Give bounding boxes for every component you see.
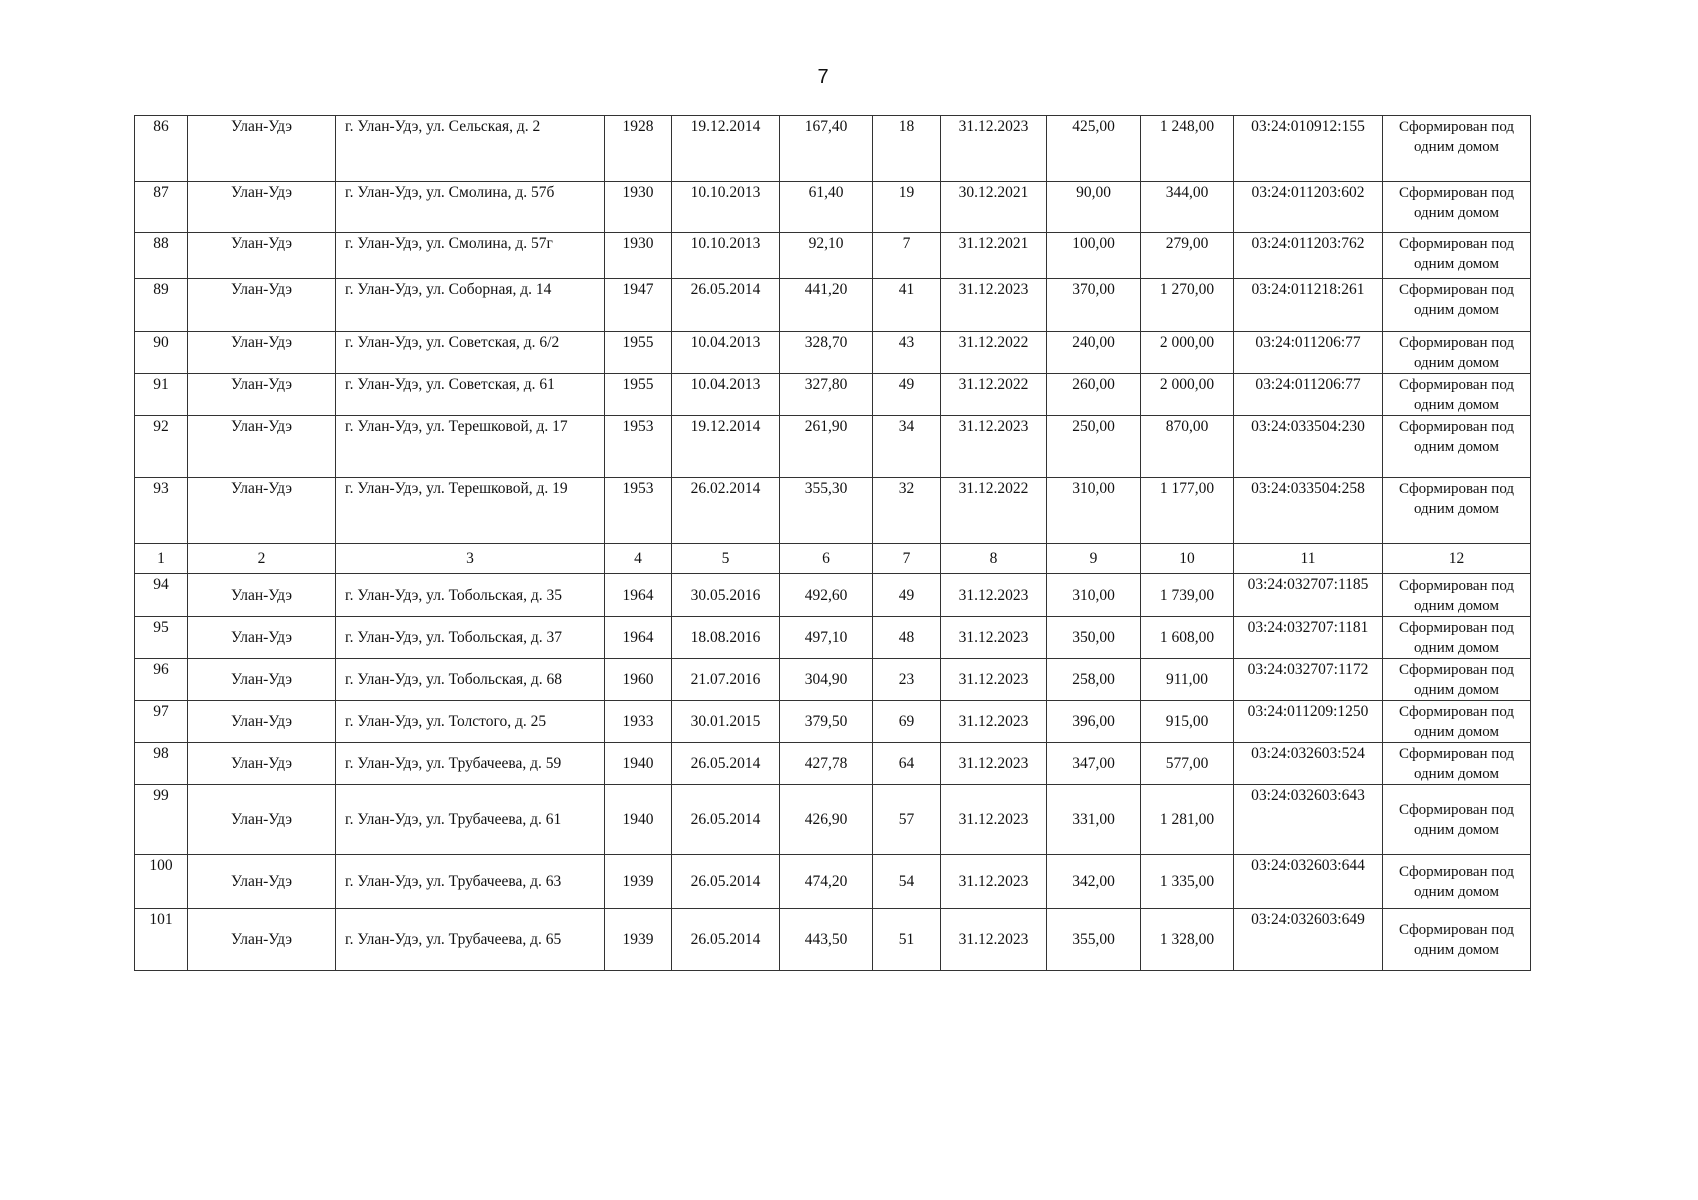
area-cell: 427,78: [780, 743, 873, 785]
status-cell: Сформирован под одним домом: [1383, 574, 1531, 617]
value-9-cell: 310,00: [1047, 574, 1141, 617]
column-number-cell: 6: [780, 544, 873, 574]
area-cell: 61,40: [780, 182, 873, 233]
year-cell: 1960: [605, 659, 672, 701]
row-number-cell: 89: [135, 279, 188, 332]
residents-cell: 32: [873, 478, 941, 544]
year-cell: 1953: [605, 416, 672, 478]
row-number-cell: 87: [135, 182, 188, 233]
column-number-cell: 11: [1234, 544, 1383, 574]
column-number-cell: 3: [336, 544, 605, 574]
residents-cell: 57: [873, 785, 941, 855]
date-cell: 30.01.2015: [672, 701, 780, 743]
row-number-cell: 90: [135, 332, 188, 374]
deadline-date-cell: 31.12.2023: [941, 855, 1047, 909]
address-cell: г. Улан-Удэ, ул. Тобольская, д. 68: [336, 659, 605, 701]
column-number-cell: 2: [188, 544, 336, 574]
table-row: [135, 701, 1531, 743]
column-number-cell: 12: [1383, 544, 1531, 574]
value-10-cell: 911,00: [1141, 659, 1234, 701]
table-row: [135, 233, 1531, 279]
value-10-cell: 344,00: [1141, 182, 1234, 233]
value-10-cell: 1 270,00: [1141, 279, 1234, 332]
date-cell: 26.05.2014: [672, 909, 780, 971]
residents-cell: 34: [873, 416, 941, 478]
residents-cell: 49: [873, 374, 941, 416]
table-row: [135, 182, 1531, 233]
value-10-cell: 1 328,00: [1141, 909, 1234, 971]
residents-cell: 69: [873, 701, 941, 743]
year-cell: 1928: [605, 116, 672, 182]
date-cell: 26.05.2014: [672, 855, 780, 909]
deadline-date-cell: 31.12.2023: [941, 743, 1047, 785]
residents-cell: 54: [873, 855, 941, 909]
housing-table: [134, 115, 1531, 971]
date-cell: 26.05.2014: [672, 743, 780, 785]
value-9-cell: 240,00: [1047, 332, 1141, 374]
cadastral-number-cell: 03:24:011206:77: [1234, 332, 1383, 374]
deadline-date-cell: 31.12.2023: [941, 416, 1047, 478]
cadastral-number-cell: 03:24:011209:1250: [1234, 701, 1383, 743]
status-cell: Сформирован под одним домом: [1383, 233, 1531, 279]
deadline-date-cell: 31.12.2022: [941, 332, 1047, 374]
date-cell: 19.12.2014: [672, 116, 780, 182]
row-number-cell: 98: [135, 743, 188, 785]
deadline-date-cell: 31.12.2021: [941, 233, 1047, 279]
status-cell: Сформирован под одним домом: [1383, 374, 1531, 416]
city-cell: Улан-Удэ: [188, 855, 336, 909]
city-cell: Улан-Удэ: [188, 909, 336, 971]
address-cell: г. Улан-Удэ, ул. Терешковой, д. 19: [336, 478, 605, 544]
value-9-cell: 342,00: [1047, 855, 1141, 909]
value-10-cell: 870,00: [1141, 416, 1234, 478]
city-cell: Улан-Удэ: [188, 617, 336, 659]
row-number-cell: 86: [135, 116, 188, 182]
table-row: [135, 574, 1531, 617]
table-row: [135, 279, 1531, 332]
value-9-cell: 331,00: [1047, 785, 1141, 855]
status-cell: Сформирован под одним домом: [1383, 855, 1531, 909]
value-10-cell: 2 000,00: [1141, 374, 1234, 416]
deadline-date-cell: 30.12.2021: [941, 182, 1047, 233]
address-cell: г. Улан-Удэ, ул. Тобольская, д. 35: [336, 574, 605, 617]
year-cell: 1930: [605, 182, 672, 233]
value-10-cell: 1 281,00: [1141, 785, 1234, 855]
value-9-cell: 100,00: [1047, 233, 1141, 279]
deadline-date-cell: 31.12.2023: [941, 659, 1047, 701]
row-number-cell: 96: [135, 659, 188, 701]
date-cell: 30.05.2016: [672, 574, 780, 617]
value-9-cell: 310,00: [1047, 478, 1141, 544]
column-number-cell: 10: [1141, 544, 1234, 574]
cadastral-number-cell: 03:24:011206:77: [1234, 374, 1383, 416]
row-number-cell: 94: [135, 574, 188, 617]
area-cell: 492,60: [780, 574, 873, 617]
city-cell: Улан-Удэ: [188, 478, 336, 544]
row-number-cell: 99: [135, 785, 188, 855]
city-cell: Улан-Удэ: [188, 785, 336, 855]
deadline-date-cell: 31.12.2023: [941, 701, 1047, 743]
residents-cell: 7: [873, 233, 941, 279]
area-cell: 355,30: [780, 478, 873, 544]
city-cell: Улан-Удэ: [188, 374, 336, 416]
deadline-date-cell: 31.12.2023: [941, 785, 1047, 855]
value-10-cell: 577,00: [1141, 743, 1234, 785]
row-number-cell: 93: [135, 478, 188, 544]
address-cell: г. Улан-Удэ, ул. Смолина, д. 57г: [336, 233, 605, 279]
row-number-cell: 92: [135, 416, 188, 478]
address-cell: г. Улан-Удэ, ул. Трубачеева, д. 59: [336, 743, 605, 785]
city-cell: Улан-Удэ: [188, 279, 336, 332]
date-cell: 19.12.2014: [672, 416, 780, 478]
residents-cell: 49: [873, 574, 941, 617]
page-number: 7: [817, 66, 829, 88]
status-cell: Сформирован под одним домом: [1383, 785, 1531, 855]
city-cell: Улан-Удэ: [188, 182, 336, 233]
cadastral-number-cell: 03:24:033504:258: [1234, 478, 1383, 544]
deadline-date-cell: 31.12.2023: [941, 116, 1047, 182]
status-cell: Сформирован под одним домом: [1383, 909, 1531, 971]
value-10-cell: 2 000,00: [1141, 332, 1234, 374]
value-9-cell: 396,00: [1047, 701, 1141, 743]
table-row: [135, 116, 1531, 182]
table-row: [135, 416, 1531, 478]
deadline-date-cell: 31.12.2023: [941, 617, 1047, 659]
table-row: [135, 785, 1531, 855]
deadline-date-cell: 31.12.2023: [941, 574, 1047, 617]
area-cell: 443,50: [780, 909, 873, 971]
value-10-cell: 279,00: [1141, 233, 1234, 279]
date-cell: 26.05.2014: [672, 279, 780, 332]
value-10-cell: 915,00: [1141, 701, 1234, 743]
value-10-cell: 1 739,00: [1141, 574, 1234, 617]
year-cell: 1940: [605, 785, 672, 855]
cadastral-number-cell: 03:24:032707:1181: [1234, 617, 1383, 659]
address-cell: г. Улан-Удэ, ул. Смолина, д. 57б: [336, 182, 605, 233]
area-cell: 441,20: [780, 279, 873, 332]
date-cell: 10.04.2013: [672, 374, 780, 416]
cadastral-number-cell: 03:24:032603:524: [1234, 743, 1383, 785]
city-cell: Улан-Удэ: [188, 233, 336, 279]
address-cell: г. Улан-Удэ, ул. Трубачеева, д. 65: [336, 909, 605, 971]
value-10-cell: 1 248,00: [1141, 116, 1234, 182]
row-number-cell: 100: [135, 855, 188, 909]
value-9-cell: 258,00: [1047, 659, 1141, 701]
row-number-cell: 101: [135, 909, 188, 971]
column-number-cell: 7: [873, 544, 941, 574]
cadastral-number-cell: 03:24:011203:602: [1234, 182, 1383, 233]
area-cell: 379,50: [780, 701, 873, 743]
value-9-cell: 347,00: [1047, 743, 1141, 785]
value-10-cell: 1 177,00: [1141, 478, 1234, 544]
deadline-date-cell: 31.12.2023: [941, 279, 1047, 332]
city-cell: Улан-Удэ: [188, 416, 336, 478]
year-cell: 1964: [605, 574, 672, 617]
row-number-cell: 91: [135, 374, 188, 416]
address-cell: г. Улан-Удэ, ул. Советская, д. 6/2: [336, 332, 605, 374]
date-cell: 10.10.2013: [672, 233, 780, 279]
address-cell: г. Улан-Удэ, ул. Толстого, д. 25: [336, 701, 605, 743]
status-cell: Сформирован под одним домом: [1383, 279, 1531, 332]
status-cell: Сформирован под одним домом: [1383, 478, 1531, 544]
year-cell: 1933: [605, 701, 672, 743]
address-cell: г. Улан-Удэ, ул. Трубачеева, д. 63: [336, 855, 605, 909]
city-cell: Улан-Удэ: [188, 743, 336, 785]
year-cell: 1939: [605, 855, 672, 909]
city-cell: Улан-Удэ: [188, 701, 336, 743]
city-cell: Улан-Удэ: [188, 659, 336, 701]
value-9-cell: 250,00: [1047, 416, 1141, 478]
cadastral-number-cell: 03:24:033504:230: [1234, 416, 1383, 478]
area-cell: 167,40: [780, 116, 873, 182]
row-number-cell: 88: [135, 233, 188, 279]
address-cell: г. Улан-Удэ, ул. Советская, д. 61: [336, 374, 605, 416]
year-cell: 1964: [605, 617, 672, 659]
value-10-cell: 1 335,00: [1141, 855, 1234, 909]
row-number-cell: 95: [135, 617, 188, 659]
address-cell: г. Улан-Удэ, ул. Трубачеева, д. 61: [336, 785, 605, 855]
deadline-date-cell: 31.12.2022: [941, 478, 1047, 544]
date-cell: 26.02.2014: [672, 478, 780, 544]
table-row: [135, 743, 1531, 785]
table-row: [135, 478, 1531, 544]
column-number-cell: 1: [135, 544, 188, 574]
status-cell: Сформирован под одним домом: [1383, 659, 1531, 701]
residents-cell: 48: [873, 617, 941, 659]
table-row: [135, 909, 1531, 971]
area-cell: 497,10: [780, 617, 873, 659]
value-9-cell: 350,00: [1047, 617, 1141, 659]
cadastral-number-cell: 03:24:011203:762: [1234, 233, 1383, 279]
residents-cell: 64: [873, 743, 941, 785]
status-cell: Сформирован под одним домом: [1383, 182, 1531, 233]
status-cell: Сформирован под одним домом: [1383, 743, 1531, 785]
area-cell: 304,90: [780, 659, 873, 701]
deadline-date-cell: 31.12.2023: [941, 909, 1047, 971]
city-cell: Улан-Удэ: [188, 332, 336, 374]
area-cell: 474,20: [780, 855, 873, 909]
address-cell: г. Улан-Удэ, ул. Соборная, д. 14: [336, 279, 605, 332]
residents-cell: 18: [873, 116, 941, 182]
status-cell: Сформирован под одним домом: [1383, 116, 1531, 182]
date-cell: 18.08.2016: [672, 617, 780, 659]
table-row: [135, 617, 1531, 659]
value-9-cell: 260,00: [1047, 374, 1141, 416]
year-cell: 1947: [605, 279, 672, 332]
residents-cell: 23: [873, 659, 941, 701]
address-cell: г. Улан-Удэ, ул. Терешковой, д. 17: [336, 416, 605, 478]
address-cell: г. Улан-Удэ, ул. Сельская, д. 2: [336, 116, 605, 182]
address-cell: г. Улан-Удэ, ул. Тобольская, д. 37: [336, 617, 605, 659]
area-cell: 261,90: [780, 416, 873, 478]
residents-cell: 51: [873, 909, 941, 971]
date-cell: 10.10.2013: [672, 182, 780, 233]
area-cell: 426,90: [780, 785, 873, 855]
table-row: [135, 332, 1531, 374]
area-cell: 92,10: [780, 233, 873, 279]
value-10-cell: 1 608,00: [1141, 617, 1234, 659]
date-cell: 10.04.2013: [672, 332, 780, 374]
value-9-cell: 370,00: [1047, 279, 1141, 332]
residents-cell: 41: [873, 279, 941, 332]
cadastral-number-cell: 03:24:032707:1185: [1234, 574, 1383, 617]
deadline-date-cell: 31.12.2022: [941, 374, 1047, 416]
value-9-cell: 425,00: [1047, 116, 1141, 182]
column-number-cell: 8: [941, 544, 1047, 574]
status-cell: Сформирован под одним домом: [1383, 701, 1531, 743]
year-cell: 1930: [605, 233, 672, 279]
area-cell: 327,80: [780, 374, 873, 416]
cadastral-number-cell: 03:24:032707:1172: [1234, 659, 1383, 701]
column-number-cell: 5: [672, 544, 780, 574]
column-number-row: [135, 544, 1531, 574]
value-9-cell: 90,00: [1047, 182, 1141, 233]
city-cell: Улан-Удэ: [188, 116, 336, 182]
area-cell: 328,70: [780, 332, 873, 374]
year-cell: 1953: [605, 478, 672, 544]
residents-cell: 19: [873, 182, 941, 233]
column-number-cell: 4: [605, 544, 672, 574]
table-row: [135, 374, 1531, 416]
year-cell: 1940: [605, 743, 672, 785]
row-number-cell: 97: [135, 701, 188, 743]
date-cell: 26.05.2014: [672, 785, 780, 855]
city-cell: Улан-Удэ: [188, 574, 336, 617]
date-cell: 21.07.2016: [672, 659, 780, 701]
table-row: [135, 659, 1531, 701]
value-9-cell: 355,00: [1047, 909, 1141, 971]
cadastral-number-cell: 03:24:032603:649: [1234, 909, 1383, 971]
year-cell: 1939: [605, 909, 672, 971]
status-cell: Сформирован под одним домом: [1383, 617, 1531, 659]
year-cell: 1955: [605, 374, 672, 416]
cadastral-number-cell: 03:24:010912:155: [1234, 116, 1383, 182]
year-cell: 1955: [605, 332, 672, 374]
residents-cell: 43: [873, 332, 941, 374]
cadastral-number-cell: 03:24:032603:643: [1234, 785, 1383, 855]
status-cell: Сформирован под одним домом: [1383, 416, 1531, 478]
status-cell: Сформирован под одним домом: [1383, 332, 1531, 374]
column-number-cell: 9: [1047, 544, 1141, 574]
table-row: [135, 855, 1531, 909]
cadastral-number-cell: 03:24:011218:261: [1234, 279, 1383, 332]
cadastral-number-cell: 03:24:032603:644: [1234, 855, 1383, 909]
